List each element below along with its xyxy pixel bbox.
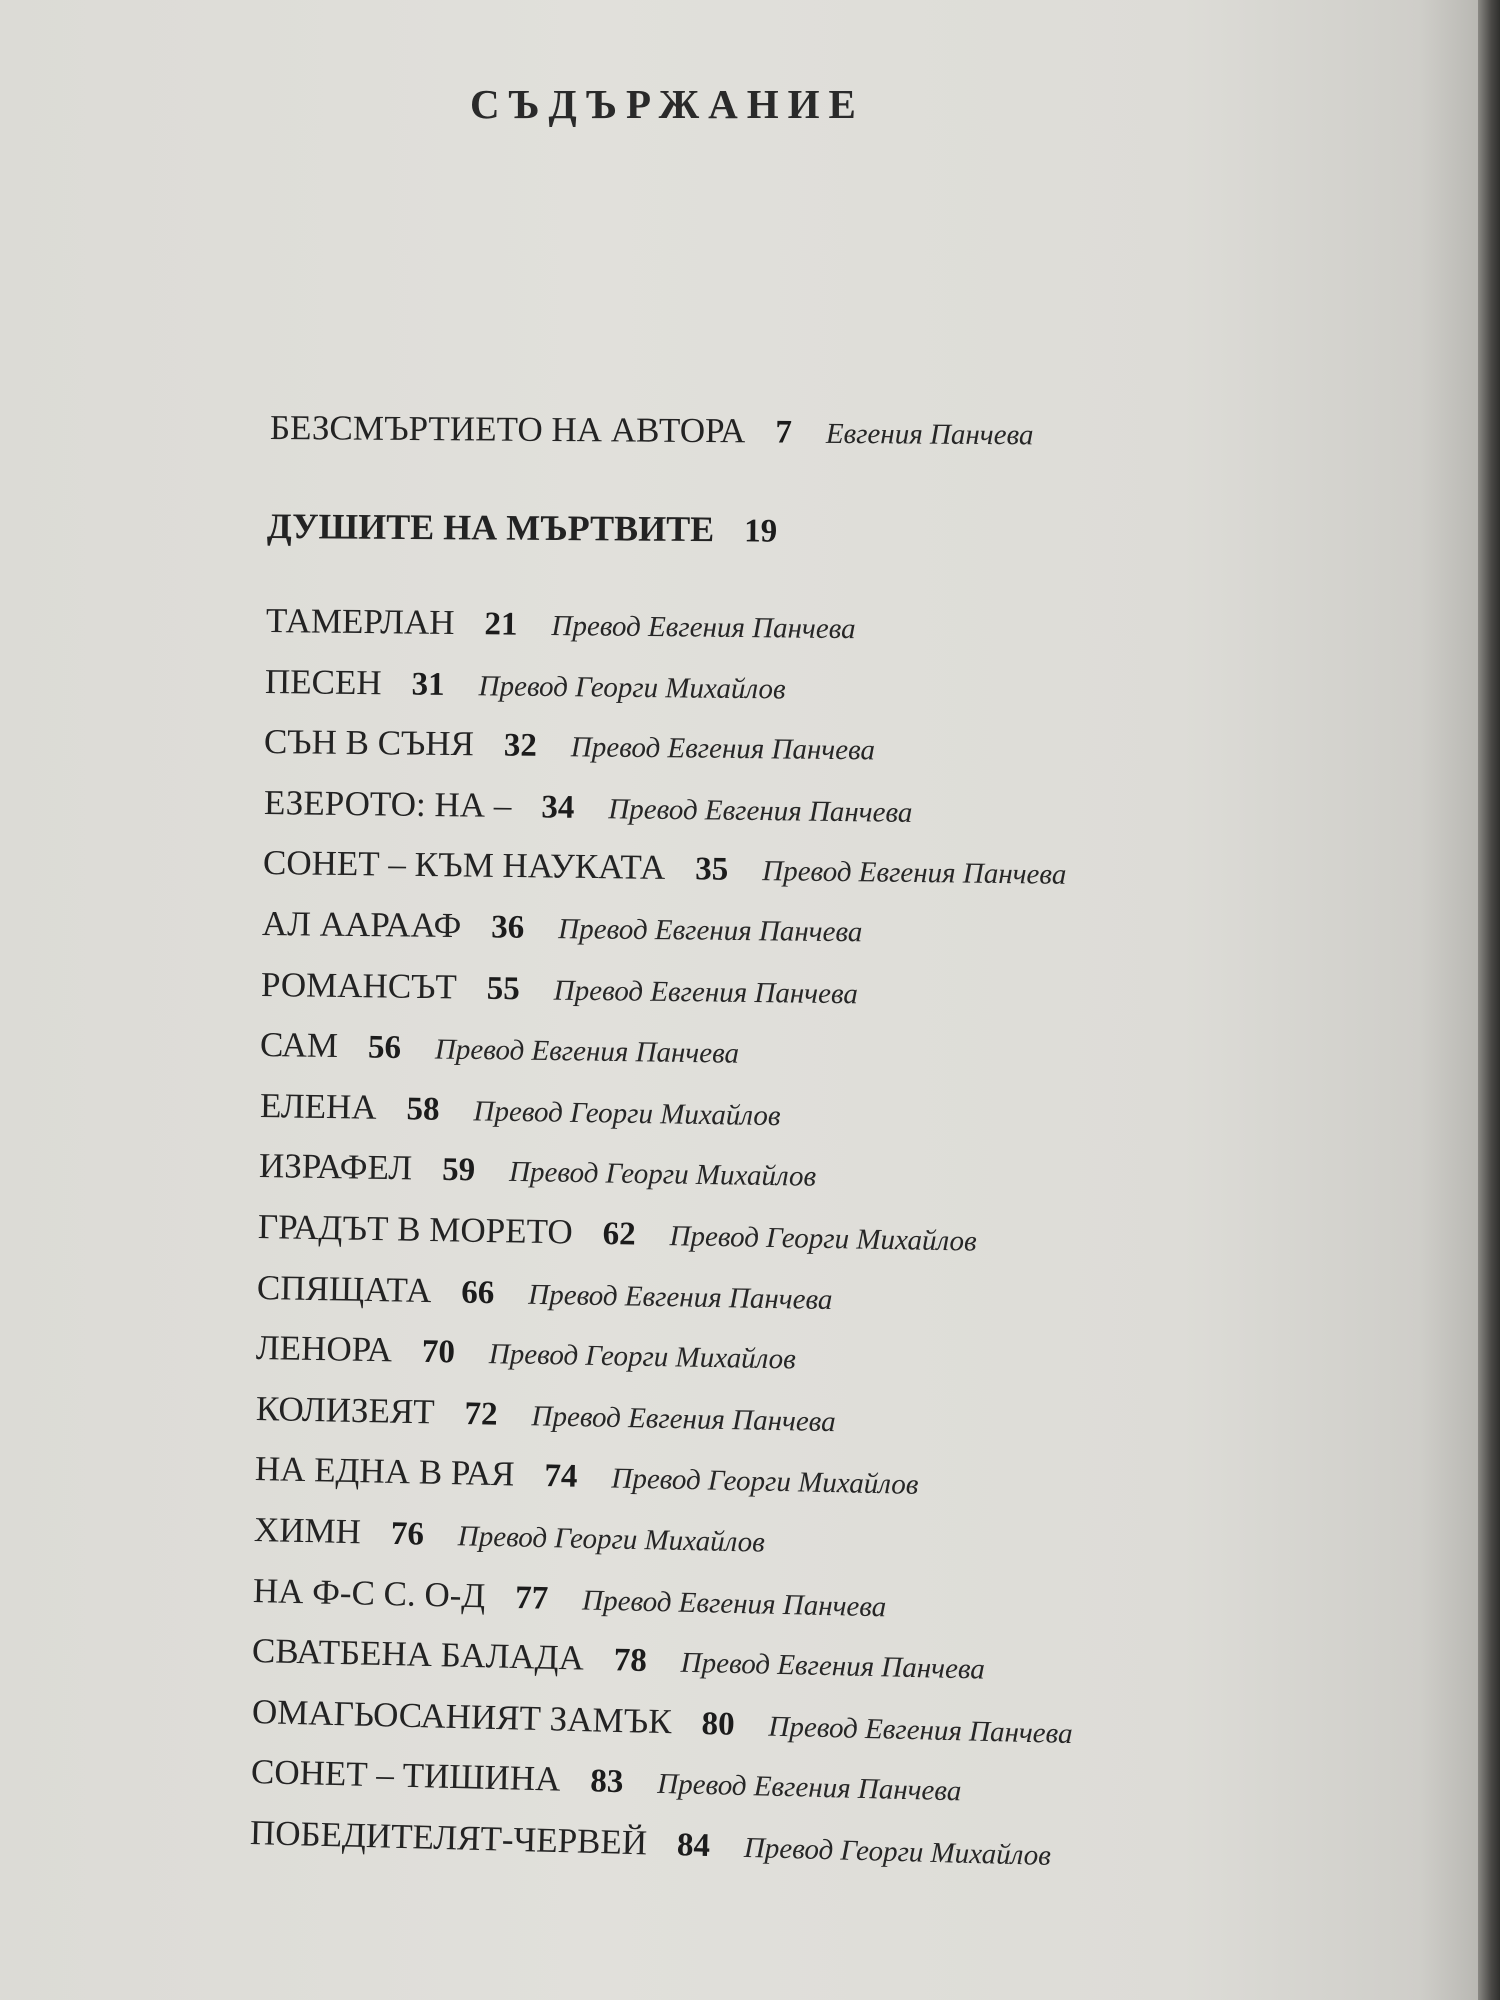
entry-page-number: 36 [491, 909, 525, 946]
toc-entry [259, 1086, 780, 1134]
toc-entry [255, 1389, 835, 1440]
entry-title: РОМАНСЪТ [260, 964, 458, 1006]
entry-title: ОМАГЬОСАНИЯТ ЗАМЪК [251, 1691, 672, 1742]
toc-entry [251, 1692, 1073, 1752]
toc-entry [258, 1207, 977, 1260]
entry-page-number: 74 [543, 1458, 578, 1496]
entry-page-number: 32 [504, 727, 538, 765]
entry-translation: Превод Евгения Панчева [551, 609, 856, 646]
entry-translation: Превод Георги Михайлов [478, 669, 786, 706]
entry-page-number: 55 [486, 970, 521, 1007]
entry-title: ГРАДЪТ В МОРЕТО [257, 1207, 574, 1252]
entry-translation: Превод Евгения Панчева [582, 1584, 887, 1623]
entry-translation: Превод Евгения Панчева [680, 1646, 986, 1686]
toc-entry [249, 1813, 1051, 1874]
entry-title: КОЛИЗЕЯТ [255, 1388, 435, 1432]
toc-entry [254, 1510, 766, 1561]
toc-entry [254, 1449, 918, 1503]
entry-page-number: 76 [390, 1515, 425, 1553]
entry-page-number: 34 [540, 789, 575, 826]
page-title: СЪДЪРЖАНИЕ [470, 81, 865, 127]
book-gutter [1478, 0, 1500, 2000]
entry-page-number: 35 [694, 851, 729, 889]
entry-title: САМ [260, 1025, 339, 1066]
entry-translation: Превод Евгения Панчева [761, 855, 1067, 892]
entry-translation: Превод Евгения Панчева [435, 1033, 740, 1070]
entry-page-number: 56 [368, 1029, 402, 1067]
entry-title: СОНЕТ – ТИШИНА [250, 1752, 561, 1799]
toc-entry [265, 662, 786, 707]
entry-translation: Превод Георги Михайлов [508, 1156, 817, 1194]
toc-entry [257, 1268, 833, 1318]
entry-title: БЕЗСМЪРТИЕТО НА АВТОРА [269, 408, 746, 451]
entry-translation: Превод Георги Михайлов [610, 1462, 919, 1502]
entry-title: СВАТБЕНА БАЛАДА [251, 1631, 585, 1678]
entry-page-number: 83 [589, 1763, 624, 1801]
toc-entry [260, 1025, 740, 1072]
entry-title: ХИМН [253, 1510, 362, 1552]
toc-entry [258, 1146, 816, 1195]
entry-translation: Превод Георги Михайлов [457, 1520, 766, 1559]
toc-entry [263, 783, 912, 831]
entry-translation: Превод Георги Михайлов [472, 1095, 781, 1132]
toc-entry [264, 722, 875, 768]
toc-entry [262, 904, 863, 950]
entry-title: ПЕСЕН [264, 661, 383, 702]
entry-page-number: 31 [411, 666, 446, 703]
entry-title: ТАМЕРЛАН [265, 601, 455, 642]
entry-translation: Превод Евгения Панчева [553, 974, 859, 1010]
entry-title: ЛЕНОРА [256, 1328, 393, 1370]
entry-author: Евгения Панчева [825, 417, 1034, 452]
entry-translation: Превод Евгения Панчева [607, 793, 913, 829]
entry-translation: Превод Георги Михайлов [488, 1338, 797, 1376]
toc-entry [252, 1631, 986, 1688]
entry-translation: Превод Евгения Панчева [767, 1710, 1073, 1750]
entry-translation: Превод Евгения Панчева [528, 1278, 833, 1316]
entry-page-number: 66 [461, 1274, 495, 1311]
entry-translation: Превод Евгения Панчева [530, 1400, 836, 1438]
entry-page-number: 7 [775, 414, 793, 451]
entry-translation: Превод Евгения Панчева [571, 731, 876, 767]
entry-translation: Превод Евгения Панчева [558, 913, 863, 949]
toc-entry [266, 601, 856, 647]
toc-intro-entry [270, 408, 1034, 453]
entry-page-number: 21 [484, 606, 518, 643]
entry-title: ИЗРАФЕЛ [258, 1146, 413, 1188]
entry-translation: Превод Евгения Панчева [656, 1768, 962, 1808]
entry-title: СПЯЩАТА [256, 1267, 432, 1310]
toc-entry [256, 1328, 797, 1377]
entry-page-number: 84 [676, 1827, 711, 1865]
entry-page-number: 62 [602, 1216, 636, 1253]
entry-page-number: 70 [421, 1334, 456, 1371]
entry-title: АЛ ААРААФ [261, 904, 462, 946]
entry-page-number: 72 [463, 1395, 498, 1433]
entry-title: ПОБЕДИТЕЛЯТ-ЧЕРВЕЙ [249, 1813, 648, 1863]
toc-section-heading [267, 505, 777, 551]
entry-translation: Превод Георги Михайлов [743, 1831, 1052, 1872]
entry-translation: Превод Георги Михайлов [669, 1220, 977, 1258]
entry-page-number: 80 [700, 1705, 735, 1743]
entry-page-number: 59 [441, 1152, 476, 1189]
toc-entry [250, 1752, 961, 1809]
toc-entry [253, 1571, 887, 1625]
entry-title: НА ЕДНА В РАЯ [254, 1449, 515, 1494]
toc-entry [263, 843, 1067, 893]
toc-entry [261, 965, 858, 1012]
entry-page-number: 78 [613, 1642, 648, 1680]
entry-page-number: 58 [405, 1091, 440, 1128]
section-title: ДУШИТЕ НА МЪРТВИТЕ [266, 506, 715, 550]
entry-title: СЪН В СЪНЯ [264, 722, 475, 764]
section-page-number: 19 [744, 513, 778, 550]
entry-title: ЕЛЕНА [259, 1085, 377, 1127]
entry-title: ЕЗЕРОТО: НА – [263, 782, 512, 825]
entry-title: СОНЕТ – КЪМ НАУКАТА [262, 843, 666, 888]
entry-page-number: 77 [515, 1579, 549, 1617]
entry-title: НА Ф-С С. О-Д [252, 1570, 486, 1615]
